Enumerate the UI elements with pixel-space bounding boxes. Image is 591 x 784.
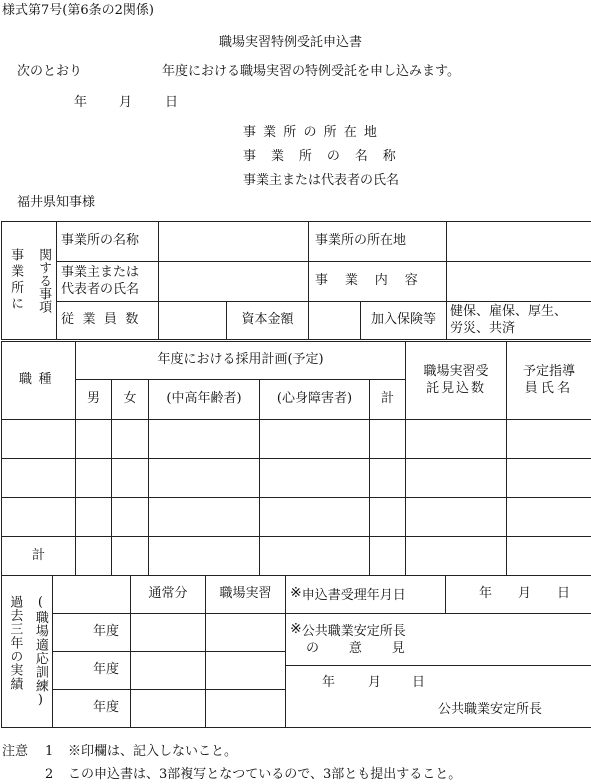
plan-total-row <box>2 537 591 576</box>
company-side-label-b: 事業所に <box>8 248 24 313</box>
receipt-asterisk: ※ <box>290 584 302 601</box>
disabled-total-field[interactable] <box>260 537 370 576</box>
opinion-asterisk: ※ <box>290 621 302 637</box>
total-field[interactable] <box>370 459 406 498</box>
signature-owner-label: 事業主または代表者の氏名 <box>243 173 400 188</box>
employees-field[interactable] <box>159 302 227 340</box>
female-field[interactable] <box>112 498 149 537</box>
insurance-options-line1: 健保、雇保、厚生、 <box>450 304 568 320</box>
owner-name-label-line1: 事業主または <box>61 265 140 281</box>
signature-location-label: 事業所の所在地 <box>243 125 385 140</box>
owner-name-label <box>57 262 159 302</box>
acceptance-field[interactable] <box>406 498 507 537</box>
note-2-text: この申込書は、3部複写となつているので、3部とも提出すること。 <box>68 767 462 782</box>
office-name-field[interactable] <box>159 222 309 262</box>
instructor-header-line2: 員氏名 <box>524 380 574 396</box>
receipt-year-label: 年 <box>478 586 492 602</box>
middle-aged-field[interactable] <box>149 459 260 498</box>
note-1-number: 1 <box>45 744 54 759</box>
acceptance-header <box>406 342 507 420</box>
instructor-total-field[interactable] <box>507 537 591 576</box>
male-header: 男 <box>76 380 112 420</box>
date-year: 年 <box>74 95 88 110</box>
female-field[interactable] <box>112 420 149 459</box>
history-corner-cell <box>53 576 131 614</box>
insurance-options <box>447 302 591 340</box>
date-month: 月 <box>119 95 133 110</box>
grand-total-field[interactable] <box>370 537 406 576</box>
male-field[interactable] <box>76 420 112 459</box>
middle-aged-field[interactable] <box>149 498 260 537</box>
capital-label: 資本金額 <box>227 302 309 340</box>
history-side-label-b: 過去三年の実績 <box>7 594 23 691</box>
hiring-plan-table <box>1 341 591 576</box>
note-1-text: ※印欄は、記入しないこと。 <box>68 744 238 759</box>
office-head-label: 公共職業安定所長 <box>438 702 543 717</box>
receipt-day-label: 日 <box>556 586 570 602</box>
receipt-month-label: 月 <box>517 586 531 602</box>
occupation-field[interactable] <box>2 420 76 459</box>
total-field[interactable] <box>370 498 406 537</box>
female-header: 女 <box>112 380 149 420</box>
year-row-2-label: 年度 <box>53 652 131 690</box>
male-total-field[interactable] <box>76 537 112 576</box>
regular-field-3[interactable] <box>131 690 206 728</box>
history-side-label <box>2 576 53 728</box>
receipt-date-field <box>446 576 591 614</box>
plan-row <box>2 459 591 498</box>
acceptance-header-line2: 託見込数 <box>426 380 486 396</box>
office-location-label: 事業所の所在地 <box>309 222 447 262</box>
capital-field[interactable] <box>309 302 361 340</box>
male-field[interactable] <box>76 498 112 537</box>
form-title: 職場実習特例受託申込書 <box>219 35 363 50</box>
instructor-field[interactable] <box>507 459 591 498</box>
year-row-3-label: 年度 <box>53 690 131 728</box>
stamp-month-label: 月 <box>368 675 382 690</box>
female-total-field[interactable] <box>112 537 149 576</box>
employees-label: 従業員数 <box>57 302 159 340</box>
owner-name-field[interactable] <box>159 262 309 302</box>
office-location-field[interactable] <box>447 222 591 262</box>
date-day: 日 <box>165 95 179 110</box>
opinion-label-line1 <box>290 622 406 638</box>
middle-aged-field[interactable] <box>149 420 260 459</box>
opinion-label-text: 公共職業安定所長 <box>301 624 406 639</box>
hiring-plan-header: 年度における採用計画(予定) <box>76 342 406 380</box>
regular-field-2[interactable] <box>131 652 206 690</box>
receipt-date-label <box>286 576 446 614</box>
business-content-field[interactable] <box>447 262 591 302</box>
receipt-date-text: 申込書受理年月日 <box>301 587 406 603</box>
occupation-header <box>2 342 76 420</box>
female-field[interactable] <box>112 459 149 498</box>
instructor-header <box>507 342 591 420</box>
occupation-field[interactable] <box>2 459 76 498</box>
stamp-year-label: 年 <box>322 675 336 690</box>
signature-name-label: 事業所の名称 <box>243 149 411 164</box>
intro-text: 年度における職場実習の特例受託を申し込みます。 <box>162 64 460 79</box>
total-column-header: 計 <box>370 380 406 420</box>
plan-row <box>2 498 591 537</box>
form-number: 様式第7号(第6条の2関係) <box>2 3 154 18</box>
occupation-field[interactable] <box>2 498 76 537</box>
total-row-label: 計 <box>2 537 76 576</box>
opinion-label-line2: の意見 <box>306 641 435 656</box>
acceptance-field[interactable] <box>406 420 507 459</box>
occupation-header-label: 職種 <box>18 372 58 388</box>
intro-prefix: 次のとおり <box>17 64 83 79</box>
workplace-training-header: 職場実習 <box>206 576 286 614</box>
owner-name-label-line2: 代表者の氏名 <box>61 281 140 297</box>
total-field[interactable] <box>370 420 406 459</box>
middle-aged-total-field[interactable] <box>149 537 260 576</box>
history-table <box>1 575 591 728</box>
stamp-day-label: 日 <box>412 675 426 690</box>
instructor-header-line1: 予定指導 <box>523 364 576 380</box>
workplace-field-2[interactable] <box>206 652 286 690</box>
workplace-field-1[interactable] <box>206 614 286 652</box>
company-info-table <box>1 221 591 340</box>
office-name-label: 事業所の名称 <box>57 222 159 262</box>
addressee: 福井県知事様 <box>17 195 96 210</box>
business-content-label: 事業内容 <box>309 262 447 302</box>
acceptance-total-field[interactable] <box>406 537 507 576</box>
year-row-1-label: 年度 <box>53 614 131 652</box>
regular-field-1[interactable] <box>131 614 206 652</box>
instructor-field[interactable] <box>507 420 591 459</box>
workplace-field-3[interactable] <box>206 690 286 728</box>
notes-label: 注意 <box>2 744 29 759</box>
acceptance-header-line1: 職場実習受 <box>423 364 489 380</box>
plan-row <box>2 420 591 459</box>
history-side-label-a: (職場適応訓練) <box>32 594 48 709</box>
insurance-options-line2: 労災、共済 <box>450 320 516 336</box>
insurance-label: 加入保険等 <box>361 302 447 340</box>
middle-aged-header: (中高年齢者) <box>149 380 260 420</box>
male-field[interactable] <box>76 459 112 498</box>
company-side-label <box>2 222 57 340</box>
opinion-block <box>286 614 591 728</box>
disabled-field[interactable] <box>260 498 370 537</box>
company-side-label-a: 関する事項 <box>36 248 52 313</box>
disabled-field[interactable] <box>260 459 370 498</box>
disabled-header: (心身障害者) <box>260 380 370 420</box>
regular-header: 通常分 <box>131 576 206 614</box>
instructor-field[interactable] <box>507 498 591 537</box>
note-2-number: 2 <box>45 767 54 782</box>
acceptance-field[interactable] <box>406 459 507 498</box>
disabled-field[interactable] <box>260 420 370 459</box>
opinion-divider <box>286 665 591 666</box>
